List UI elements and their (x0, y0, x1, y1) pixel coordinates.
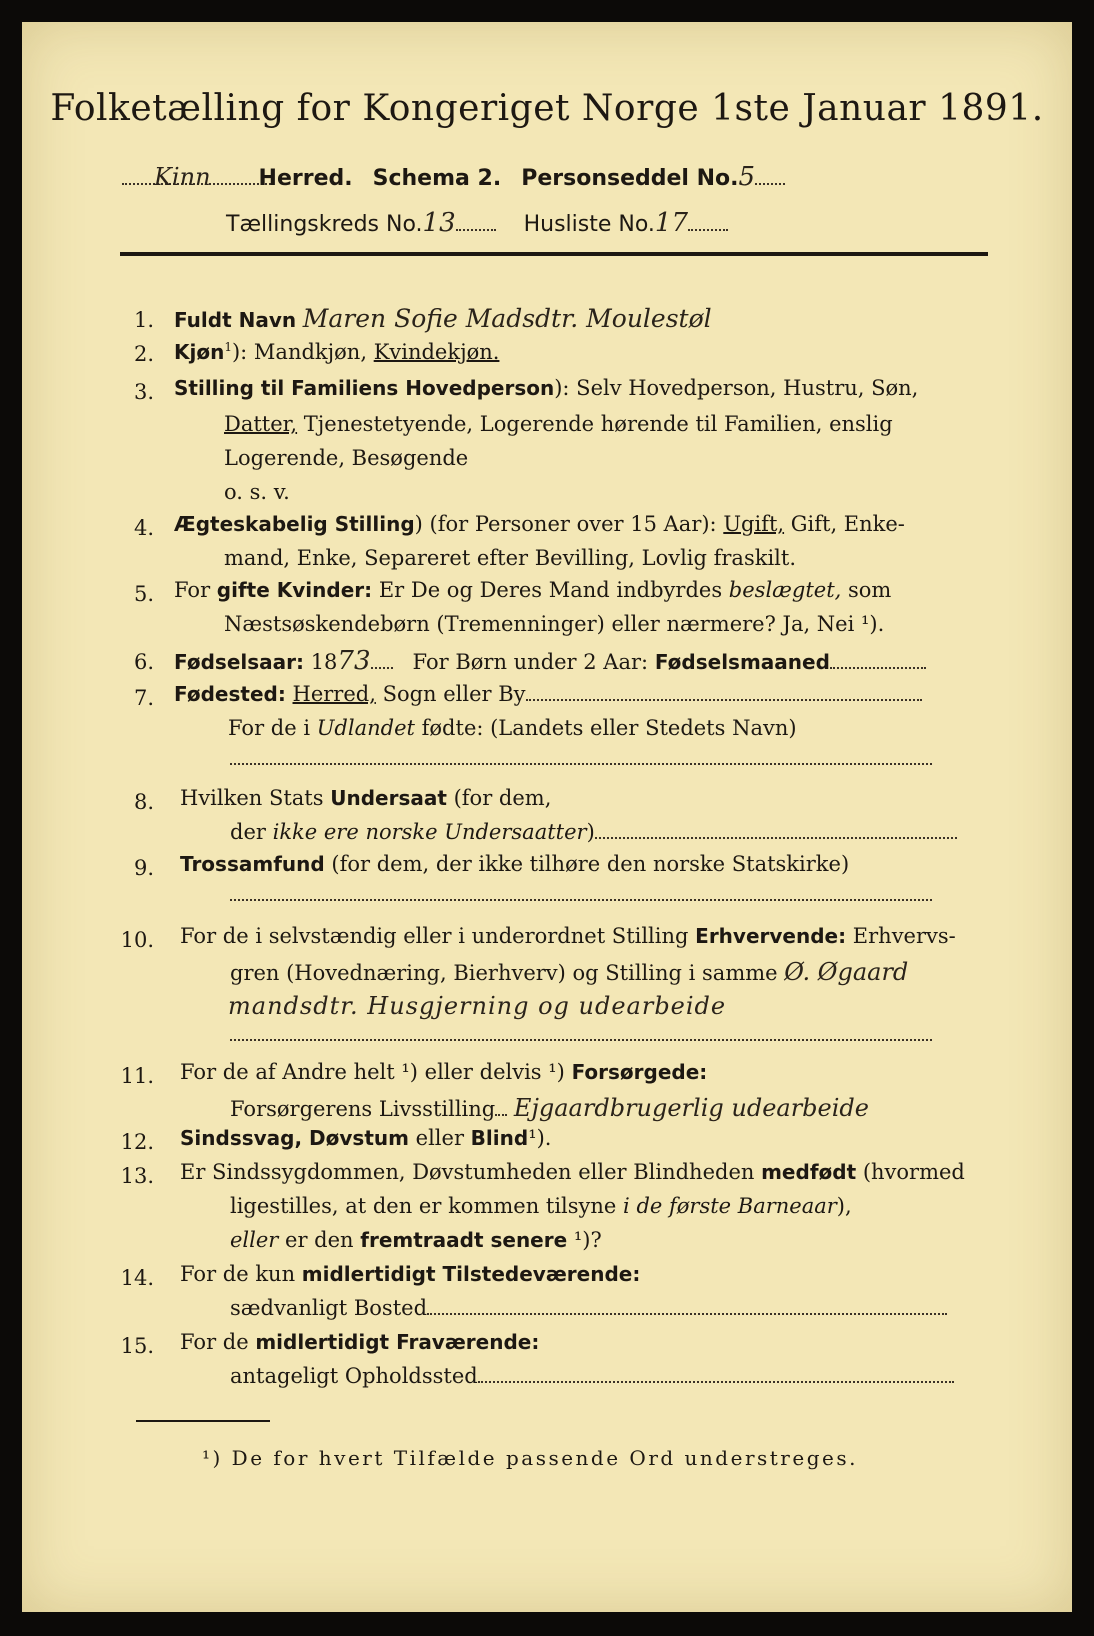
footnote: ¹) De for hvert Tilfælde passende Ord understreges. (202, 1446, 858, 1470)
personseddel-value: 5 (738, 162, 756, 192)
q11-label: Forsørgede: (571, 1060, 708, 1084)
q12-row (180, 1126, 551, 1150)
q5-row1 (174, 578, 891, 602)
q4-row1 (174, 512, 905, 536)
q2-options: ): Mandkjøn, (231, 340, 367, 364)
q10-row2 (230, 958, 908, 986)
q3-options-1: ): Selv Hovedperson, Hustru, Søn, (554, 376, 919, 400)
q13-line3-end: ¹)? (573, 1228, 602, 1252)
q3-row2 (224, 412, 893, 436)
q13-number: 13. (120, 1164, 154, 1188)
q9-dotline (230, 882, 932, 906)
q10-label: Erhvervende: (695, 924, 847, 948)
q11-row2 (230, 1094, 869, 1122)
q7-line2-pre: For de i (228, 716, 311, 740)
q12-mid: eller (415, 1126, 464, 1150)
q15-row1 (180, 1330, 539, 1354)
q13-end: (hvormed (862, 1160, 965, 1184)
q5-row2: Næstsøskendebørn (Tremenninger) eller nærmere? Ja, Nei ¹). (224, 612, 885, 636)
q5-number: 5. (133, 582, 154, 606)
q7-dotline (230, 746, 932, 770)
birth-year-value: 73 (337, 646, 371, 676)
q13-pre: Er Sindssygdommen, Døvstumheden eller Blindheden (180, 1160, 755, 1184)
q8-row1 (180, 786, 551, 810)
husliste-value: 17 (654, 208, 689, 238)
q10-end: Erhvervs- (852, 924, 956, 948)
q10-number: 10. (120, 928, 154, 952)
q12-label-2: Blind (470, 1126, 529, 1150)
q13-line3-label: fremtraadt senere (360, 1228, 568, 1252)
q13-line2-end: ), (836, 1194, 852, 1218)
q4-row2: mand, Enke, Separeret efter Bevilling, Lovlig fraskilt. (224, 546, 797, 570)
q15-line2: antageligt Opholdssted (230, 1364, 478, 1388)
census-form (22, 22, 1072, 1612)
q15-label: midlertidigt Fraværende: (255, 1330, 540, 1354)
q10-row1 (180, 924, 956, 948)
q7-line2-end: fødte: (Landets eller Stedets Navn) (421, 716, 797, 740)
q14-line2: sædvanligt Bosted (230, 1296, 428, 1320)
q15-pre: For de (180, 1330, 249, 1354)
q4-selected: Ugift, (723, 512, 785, 536)
q3-row3: Logerende, Besøgende (224, 446, 469, 470)
q8-number: 8. (133, 790, 154, 814)
q7-label: Fødested: (174, 682, 286, 706)
footnote-rule (136, 1420, 270, 1422)
q10-dotline (230, 1022, 932, 1046)
q3-label: Stilling til Familiens Hovedperson (174, 376, 555, 400)
q5-text: Er De og Deres Mand indbyrdes (378, 578, 723, 602)
q8-row2 (230, 820, 957, 844)
q3-number: 3. (133, 380, 154, 404)
q3-selected: Datter, (224, 412, 298, 436)
q3-row1 (174, 376, 918, 400)
q14-number: 14. (120, 1266, 154, 1290)
q9-number: 9. (133, 856, 154, 880)
q4-options-1: ) (for Personer over 15 Aar): (414, 512, 717, 536)
q13-row3 (230, 1228, 602, 1252)
q4-label: Ægteskabelig Stilling (174, 512, 415, 536)
kreds-label: Tællingskreds No. (226, 212, 423, 237)
q2-footnote-mark: 1 (224, 340, 232, 354)
q6-number: 6. (133, 650, 154, 674)
q13-row1 (180, 1160, 965, 1184)
kreds-value: 13 (422, 208, 456, 238)
q8-end: (for dem, (453, 786, 552, 810)
q6-label: Fødselsaar: (174, 650, 304, 674)
q8-line2-italic: ikke ere norske Undersaatter (272, 820, 587, 844)
q2-number: 2. (133, 342, 154, 366)
q2-label: Kjøn (174, 340, 225, 364)
q13-line2-pre: ligestilles, at den er kommen tilsyne (230, 1194, 617, 1218)
herred-value: Kinn (154, 163, 211, 191)
q1-label: Fuldt Navn (174, 308, 297, 332)
q8-label: Undersaat (330, 786, 447, 810)
q11-text: For de af Andre helt ¹) eller delvis ¹) (180, 1060, 565, 1084)
q12-number: 12. (120, 1130, 154, 1154)
q10-line2: gren (Hovednæring, Bierhverv) og Stilling i samme (230, 961, 778, 985)
schema-label: Schema 2. (372, 166, 502, 191)
herred-label: Herred. (258, 166, 353, 191)
occupation-value-1: Ø. Øgaard (784, 958, 909, 986)
full-name-value: Maren Sofie Madsdtr. Moulestøl (302, 304, 712, 333)
q4-number: 4. (133, 516, 154, 540)
form-title: Folketælling for Kongeriget Norge 1ste Januar 1891. (50, 88, 1044, 129)
supporter-occupation-value: Ejgaardbrugerlig udearbeide (513, 1094, 869, 1122)
q3-options-2: Tjenestetyende, Logerende hørende til Familien, enslig (303, 412, 893, 436)
q10-pre: For de i selvstændig eller i underordnet Stilling (180, 924, 689, 948)
q6-text: For Børn under 2 Aar: (412, 650, 649, 674)
q7-row1 (174, 682, 922, 706)
q2-row (174, 340, 499, 364)
q11-row1 (180, 1060, 707, 1084)
q14-row1 (180, 1262, 640, 1286)
q4-options-1b: Gift, Enke- (790, 512, 905, 536)
q13-line3-pre: er den (285, 1228, 354, 1252)
q5-end: som (848, 578, 892, 602)
q5-label: gifte Kvinder: (216, 578, 373, 602)
header-rule (120, 252, 988, 256)
q5-pre: For (174, 578, 211, 602)
q5-italic: beslægtet, (728, 578, 842, 602)
q11-number: 11. (120, 1064, 154, 1088)
q13-line3-italic: eller (230, 1228, 279, 1252)
q8-line2-end: ) (586, 820, 595, 844)
q8-pre: Hvilken Stats (180, 786, 324, 810)
q6-label2: Fødselsmaaned (654, 650, 830, 674)
q9-label: Trossamfund (180, 852, 325, 876)
q8-line2-pre: der (230, 820, 266, 844)
q7-options: Sogn eller By (382, 682, 526, 706)
q14-label: midlertidigt Tilstedeværende: (301, 1262, 641, 1286)
q15-row2 (230, 1364, 954, 1388)
q9-text: (for dem, der ikke tilhøre den norske Statskirke) (331, 852, 850, 876)
q1-number: 1. (133, 308, 154, 332)
q3-row4: o. s. v. (224, 480, 290, 504)
q13-line2-italic: i de første Barneaar (623, 1194, 837, 1218)
q1-row (174, 304, 712, 333)
q10-row3 (228, 992, 726, 1020)
kreds-line (226, 208, 728, 238)
birth-year-prefix: 18 (310, 650, 338, 674)
personseddel-label: Personseddel No. (521, 166, 739, 191)
q13-label: medfødt (761, 1160, 857, 1184)
q12-end: ¹). (528, 1126, 552, 1150)
q11-line2: Forsørgerens Livsstilling (230, 1097, 496, 1121)
husliste-label: Husliste No. (523, 212, 655, 237)
q14-row2 (230, 1296, 947, 1320)
q7-selected: Herred, (292, 682, 376, 706)
q7-row2 (228, 716, 797, 740)
q13-row2 (230, 1194, 852, 1218)
q15-number: 15. (120, 1334, 154, 1358)
q7-line2-italic: Udlandet (316, 716, 415, 740)
herred-line (122, 162, 785, 192)
q6-row (174, 646, 926, 676)
q2-selected: Kvindekjøn. (373, 340, 500, 364)
q14-pre: For de kun (180, 1262, 296, 1286)
occupation-value-2: mandsdtr. Husgjerning og udearbeide (228, 992, 727, 1020)
q7-number: 7. (133, 686, 154, 710)
q9-row (180, 852, 849, 876)
q12-label-1: Sindssvag, Døvstum (180, 1126, 409, 1150)
